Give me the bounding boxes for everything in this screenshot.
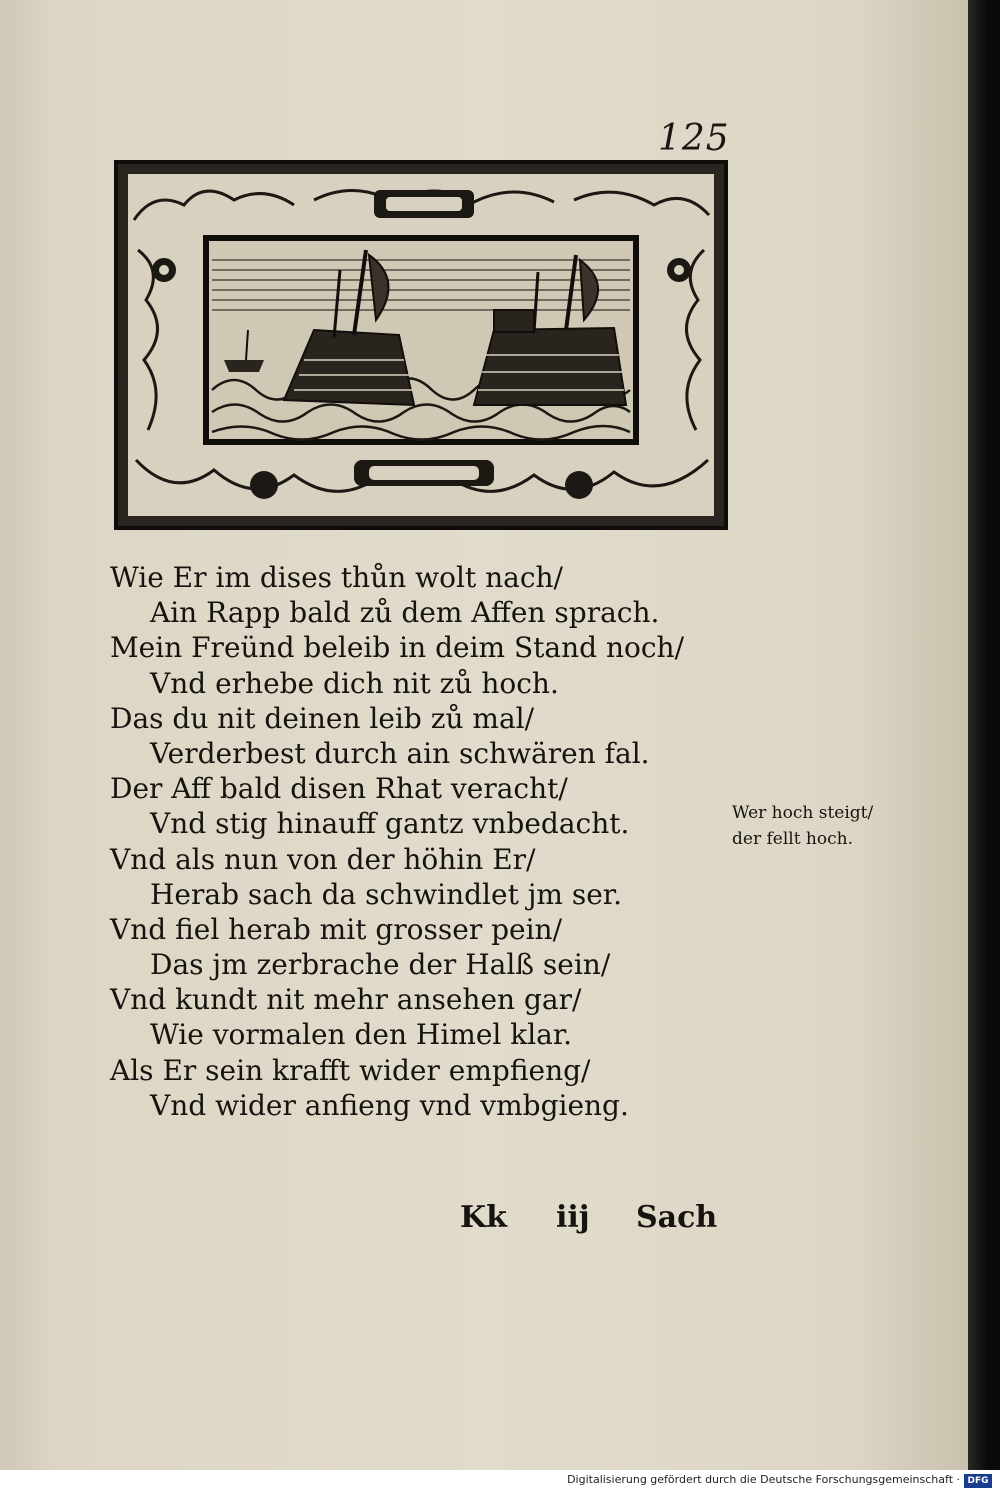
verse-line-16: Vnd wider anfieng vnd vmbgieng.	[150, 1088, 629, 1122]
verse-line-15: Als Er sein krafft wider empfieng/	[110, 1053, 591, 1087]
page-edge-shadow	[968, 0, 1000, 1470]
marginal-note-line-2: der fellt hoch.	[732, 829, 853, 849]
marginal-note	[732, 800, 932, 852]
verse-line-6: Verderbest durch ain schwären fal.	[150, 736, 650, 770]
verse-line-3: Mein Freünd beleib in deim Stand noch/	[110, 631, 685, 665]
verse-line-5: Das du nit deinen leib zů mal/	[110, 701, 535, 735]
verse-line-2: Ain Rapp bald zů dem Affen sprach.	[150, 596, 660, 630]
verse-line-11: Vnd fiel herab mit grosser pein/	[110, 912, 563, 946]
marginal-note-line-1: Wer hoch steigt/	[732, 803, 874, 823]
verse-line-4: Vnd erhebe dich nit zů hoch.	[150, 666, 559, 700]
verse-line-14: Wie vormalen den Himel klar.	[150, 1018, 573, 1052]
verse-line-9: Vnd als nun von der höhin Er/	[110, 842, 536, 876]
verse-line-12: Das jm zerbrache der Halß sein/	[150, 948, 611, 982]
footer-bar	[0, 1470, 1000, 1492]
dfg-logo: DFG	[964, 1474, 992, 1488]
signature-number: iij	[556, 1200, 590, 1235]
page-number: 125	[658, 118, 730, 159]
verse-text	[110, 560, 730, 1123]
signature-mark: Kk	[460, 1200, 507, 1235]
verse-line-13: Vnd kundt nit mehr ansehen gar/	[110, 983, 582, 1017]
verse-line-1: Wie Er im dises thůn wolt nach/	[110, 561, 563, 594]
verse-line-10: Herab sach da schwindlet jm ser.	[150, 877, 623, 911]
catchword: Sach	[636, 1200, 718, 1235]
verse-line-7: Der Aff bald disen Rhat veracht/	[110, 772, 568, 806]
verse-line-8: Vnd stig hinauff gantz vnbedacht.	[150, 807, 630, 841]
woodcut-illustration-ships	[114, 160, 728, 530]
funding-notice: Digitalisierung gefördert durch die Deutsche Forschungsgemeinschaft ·	[567, 1473, 960, 1486]
